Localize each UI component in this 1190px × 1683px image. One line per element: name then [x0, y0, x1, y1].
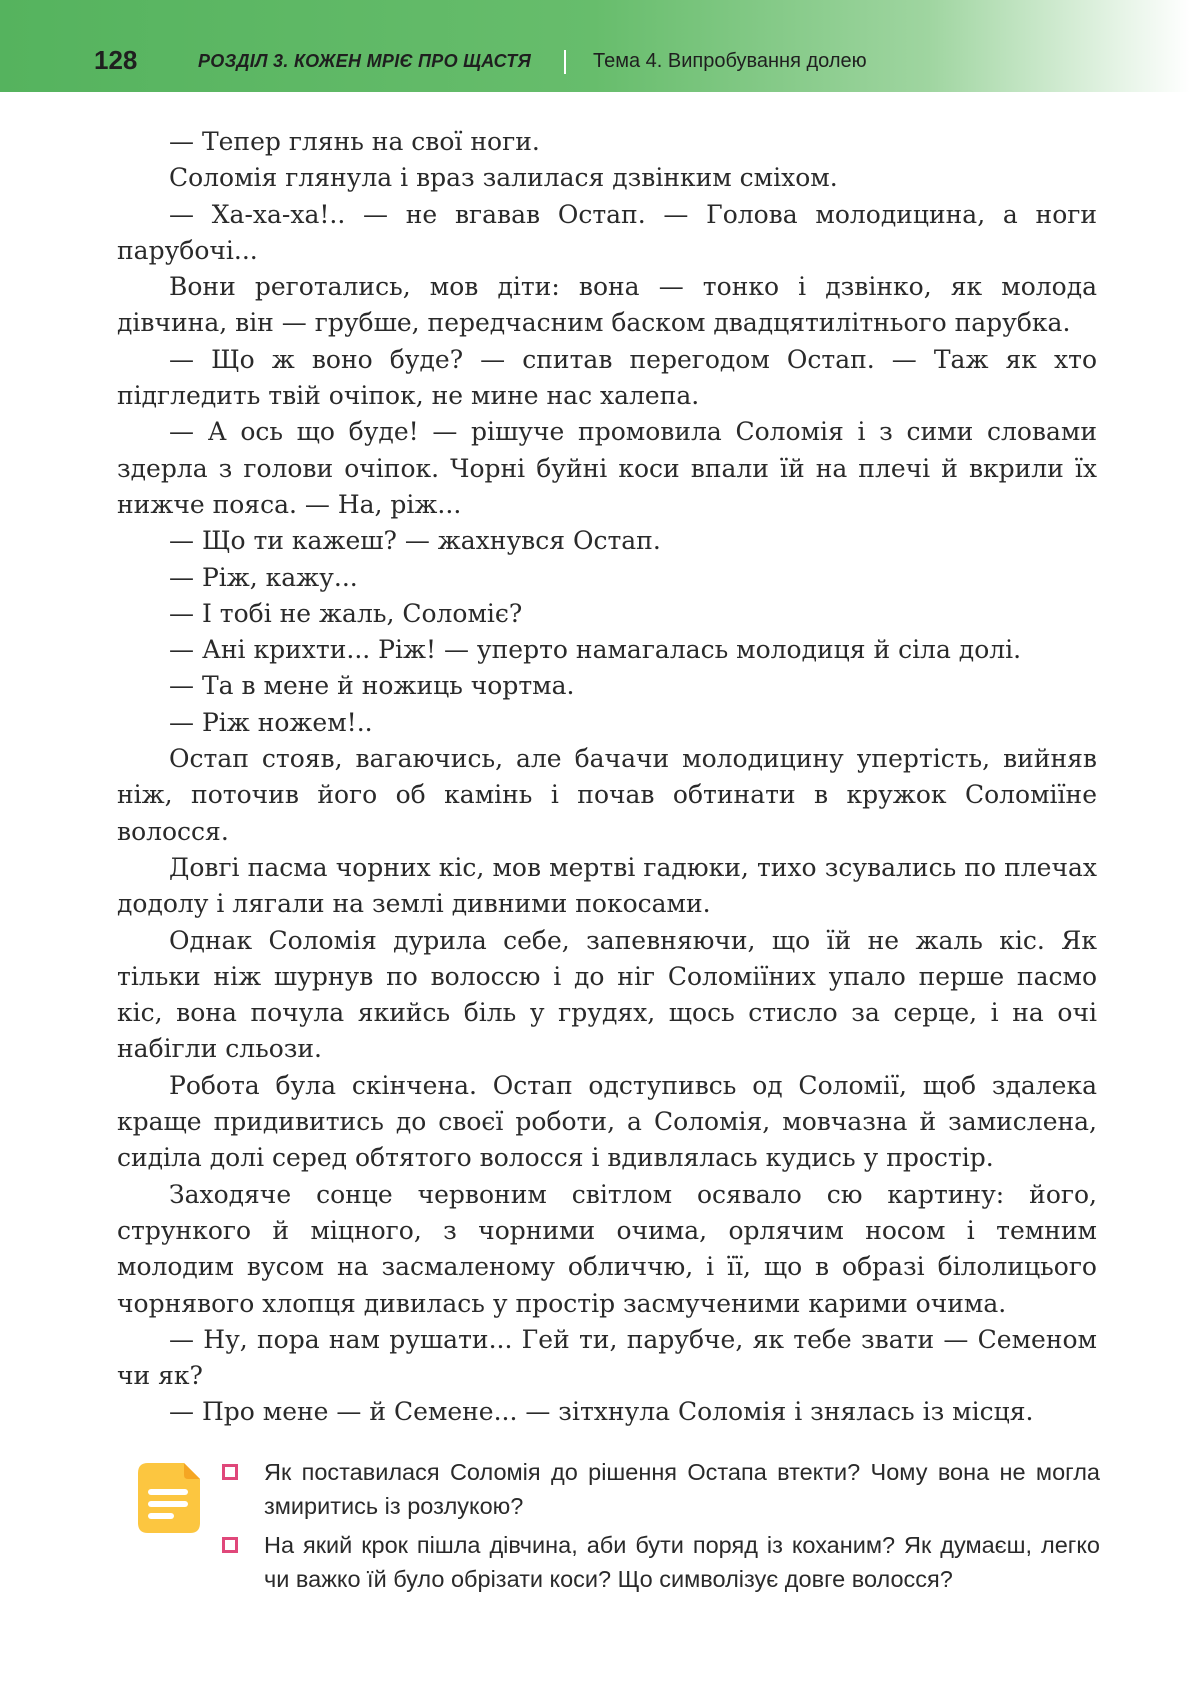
paragraph: — Тепер глянь на свої ноги.: [169, 127, 540, 156]
paragraph: Робота була скінчена. Остап одступивсь од Соломії, щоб здалека краще придивитись до своєї роботи, а Соломія, мовчазна й замислена, сиділа долі серед обтятого волосся і вдивлялась кудись у простір.: [117, 1070, 1097, 1173]
paragraph: Заходяче сонце червоним світлом осявало сю картину: його, стрункого й міцного, з чорними очима, орлячим носом і темним молодим вусом на засмаленому обличчю, і її, що в образі білолицього чорнявого хлопця дивилась у простір засмученими карими очима.: [117, 1179, 1097, 1318]
page-number: 128: [94, 45, 138, 75]
paragraph: — Та в мене й ножиць чортма.: [169, 671, 575, 701]
paragraph: Соломія глянула і враз залилася дзвінким сміхом.: [169, 163, 838, 193]
paragraph: Однак Соломія дурила себе, запевняючи, що їй не жаль кіс. Як тільки ніж шурнув по волоссю і до ніг Соломіїних упало перше пасмо кіс, вона почула якийсь біль у грудях, щось стисло за серце, і на очі набігли сльози.: [117, 925, 1097, 1064]
paragraph: Остап стояв, вагаючись, але бачачи молодицину упертість, вийняв ніж, поточив його об камінь і почав обтинати в кружок Соломіїне волосся.: [117, 744, 1097, 846]
paragraph: — Ха-ха-ха!.. — не вгавав Остап. — Голова молодицина, а ноги парубочі...: [117, 199, 1097, 265]
note-icon: [138, 1463, 200, 1533]
paragraph: — Ріж, кажу...: [169, 562, 358, 592]
question-text: Як поставилася Соломія до рішення Остапа втекти? Чому вона не могла змиритись із розлукою?: [264, 1459, 1100, 1519]
paragraph: Вони реготались, мов діти: вона — тонко і дзвінко, як молода дівчина, він — грубше, передчасним баском двадцятилітнього парубка.: [117, 272, 1097, 338]
paragraph: — А ось що буде! — рішуче промовила Соломія і з сими словами здерла з голови очіпок. Чорні буйні коси впали їй на плечі й вкрили їх нижче пояса. — На, ріж...: [117, 417, 1097, 519]
paragraph: — І тобі не жаль, Соломіє?: [169, 598, 523, 628]
topic-title: Тема 4. Випробування долею: [593, 50, 867, 72]
question-bullet-icon: [222, 1464, 238, 1480]
paragraph: — Ну, пора нам рушати... Гей ти, парубче, як тебе звати — Семеном чи як?: [117, 1324, 1097, 1391]
paragraph: — Ріж ножем!..: [169, 707, 373, 737]
paragraph: — Що ти кажеш? — жахнувся Остап.: [169, 526, 661, 556]
paragraph: — Про мене — й Семене... — зітхнула Соломія і знялась із місця.: [169, 1397, 1034, 1427]
paragraph: — Ані крихти... Ріж! — уперто намагалась молодиця й сіла долі.: [169, 635, 1022, 665]
paragraph: — Що ж воно буде? — спитав перегодом Остап. — Таж як хто підгледить твій очіпок, не мине нас халепа.: [117, 344, 1097, 411]
header-divider: [564, 50, 566, 74]
question-text: На який крок пішла дівчина, аби бути поряд із коханим? Як думаєш, легко чи важко їй було обрізати коси? Що символізує довге волосся?: [264, 1532, 1100, 1592]
section-title: РОЗДІЛ 3. КОЖЕН МРІЄ ПРО ЩАСТЯ: [198, 51, 532, 71]
question-bullet-icon: [222, 1537, 238, 1553]
story-text: [117, 124, 1097, 1431]
paragraph: Довгі пасма чорних кіс, мов мертві гадюки, тихо зсувались по плечах додолу і лягали на землі дивними покосами.: [117, 852, 1097, 919]
page-header: [0, 0, 1190, 92]
